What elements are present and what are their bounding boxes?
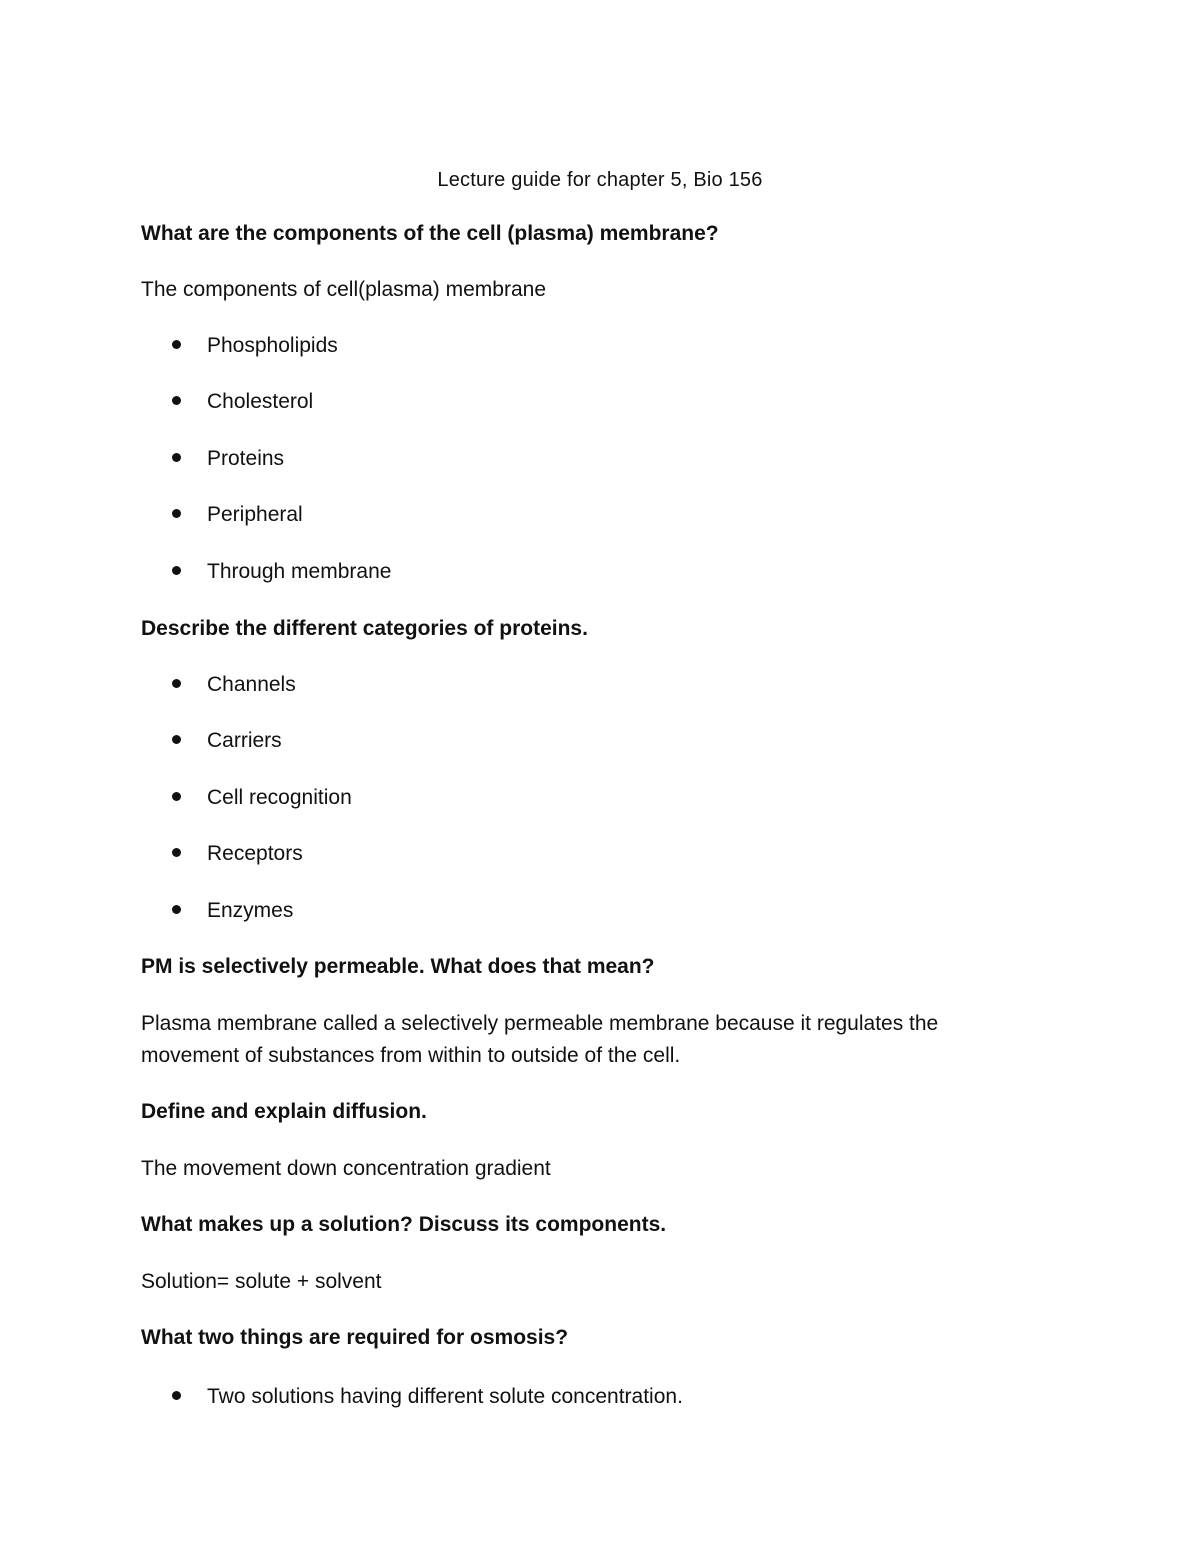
list-item-label: Cell recognition xyxy=(207,786,352,809)
bullet-icon xyxy=(172,453,181,462)
bullet-icon xyxy=(172,396,181,405)
list-item-label: Through membrane xyxy=(207,560,392,583)
answer-solution: Solution= solute + solvent xyxy=(141,1270,382,1293)
bullet-icon xyxy=(172,905,181,914)
list-item xyxy=(172,447,284,471)
list-item xyxy=(172,334,338,358)
list-item-label: Phospholipids xyxy=(207,334,338,357)
list-item xyxy=(172,786,352,810)
list-item-label: Receptors xyxy=(207,842,303,865)
question-protein-categories: Describe the different categories of proteins. xyxy=(141,617,588,640)
list-item xyxy=(172,503,303,527)
list-item xyxy=(172,1385,683,1409)
bullet-icon xyxy=(172,848,181,857)
list-item-label: Carriers xyxy=(207,729,282,752)
question-selective-permeability: PM is selectively permeable. What does that mean? xyxy=(141,955,655,978)
list-item xyxy=(172,673,296,697)
bullet-icon xyxy=(172,1391,181,1400)
answer-membrane-components: The components of cell(plasma) membrane xyxy=(141,278,547,301)
question-membrane-components: What are the components of the cell (plasma) membrane? xyxy=(141,222,719,245)
list-item xyxy=(172,560,391,584)
list-item xyxy=(172,729,282,753)
answer-diffusion: The movement down concentration gradient xyxy=(141,1157,551,1180)
list-item-label: Two solutions having different solute concentration. xyxy=(207,1385,683,1408)
bullet-icon xyxy=(172,340,181,349)
list-item-label: Enzymes xyxy=(207,899,294,922)
list-item xyxy=(172,390,313,414)
list-item xyxy=(172,899,293,923)
list-item xyxy=(172,842,303,866)
list-item-label: Proteins xyxy=(207,447,285,470)
bullet-icon xyxy=(172,679,181,688)
question-solution: What makes up a solution? Discuss its components. xyxy=(141,1213,667,1236)
bullet-icon xyxy=(172,566,181,575)
document-title: Lecture guide for chapter 5, Bio 156 xyxy=(437,169,763,191)
question-osmosis: What two things are required for osmosis? xyxy=(141,1326,569,1349)
bullet-icon xyxy=(172,735,181,744)
list-item-label: Channels xyxy=(207,673,296,696)
bullet-icon xyxy=(172,509,181,518)
list-item-label: Cholesterol xyxy=(207,390,314,413)
list-item-label: Peripheral xyxy=(207,503,303,526)
question-diffusion: Define and explain diffusion. xyxy=(141,1100,427,1123)
answer-selective-permeability: Plasma membrane called a selectively permeable membrane because it regulates the movement of substances from within to outside of the cell. xyxy=(141,1012,939,1067)
bullet-icon xyxy=(172,792,181,801)
